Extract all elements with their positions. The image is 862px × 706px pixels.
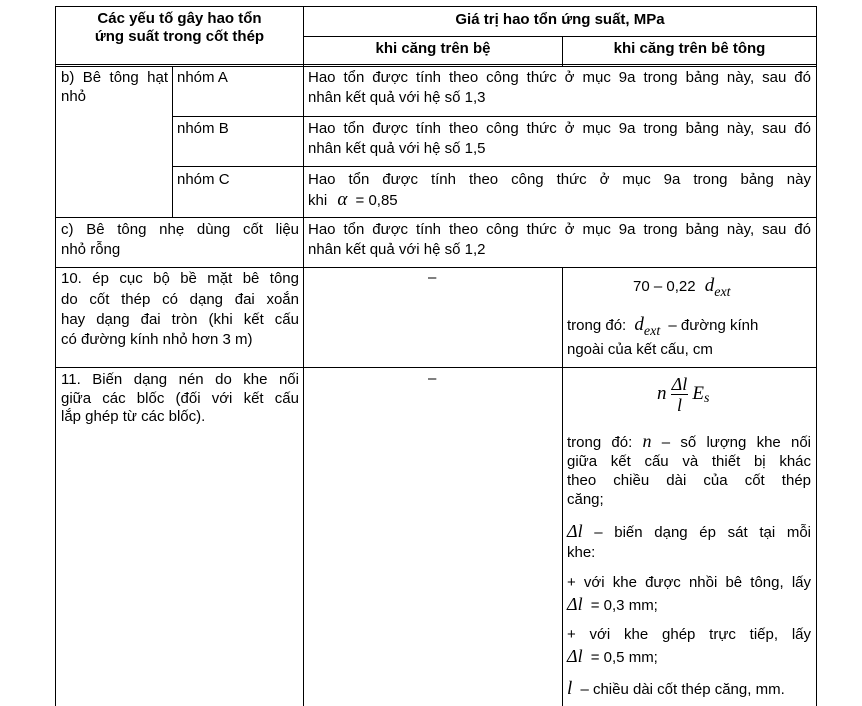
bullet-1-value: = 0,3 mm; <box>590 597 658 614</box>
row-c-text-line1: Hao tổn được tính theo công thức ở mục 9a trong bảng này, sau đó <box>308 221 811 238</box>
row-10-line2: ngoài của kết cấu, cm <box>567 341 713 358</box>
fraction-numerator: Δl <box>671 373 688 394</box>
bullet-2-line1: + với khe ghép trực tiếp, lấy <box>567 626 811 643</box>
row-b-label-line2: nhỏ <box>61 88 87 105</box>
rule-after-C <box>55 217 817 218</box>
row-11-label-line3: lắp ghép từ các blốc). <box>61 408 206 425</box>
table-border-right <box>816 6 817 706</box>
header-col1-line1: Các yếu tố gây hao tổn <box>97 10 262 27</box>
dl-desc-line2: khe: <box>567 544 596 561</box>
group-c-name: nhóm C <box>177 171 230 188</box>
n-desc-line2: giữa kết cấu và thiết bị khác <box>567 453 811 470</box>
formula-ext: ext <box>714 285 731 300</box>
table-border-top <box>55 6 817 7</box>
col1-right-line <box>303 6 304 706</box>
group-col-line <box>172 66 173 217</box>
where-d: d <box>634 314 644 335</box>
where-word: trong đó: <box>567 317 627 334</box>
fraction-denominator: l <box>676 394 682 415</box>
bullet-1-dl: Δl <box>567 594 583 614</box>
bullet-2-line2 <box>567 646 658 668</box>
row-11-where-line <box>567 431 811 453</box>
row-10-formula <box>633 274 731 300</box>
group-b-name: nhóm B <box>177 120 229 137</box>
group-a-text-line2: nhân kết quả với hệ số 1,3 <box>308 89 486 106</box>
where-word: trong đó: <box>567 434 633 451</box>
n-desc-line3: theo chiều dài của cốt thép <box>567 472 811 489</box>
row-c-label-line2: nhỏ rỗng <box>61 241 121 258</box>
khi-word: khi <box>308 192 328 209</box>
dl-symbol: Δl <box>567 521 583 541</box>
formula-d: d <box>704 275 715 296</box>
group-c-text-line1: Hao tổn được tính theo công thức ở mục 9a trong bảng này <box>308 171 811 188</box>
n-desc-line1: – số lượng khe nối <box>661 434 812 451</box>
row-10-col2-dash: – <box>428 269 437 286</box>
row-11-label-line1: 11. Biến dạng nén do khe nối <box>61 371 299 388</box>
row-11-col2-dash: – <box>428 370 437 387</box>
row-c-label-line1: c) Bê tông nhẹ dùng cốt liệu <box>61 221 299 238</box>
header-group-title: Giá trị hao tổn ứng suất, MPa <box>455 11 665 28</box>
formula-s: s <box>704 391 710 407</box>
l-symbol: l <box>567 678 573 699</box>
table-border-left <box>55 6 56 706</box>
bullet-1-line1: + với khe được nhồi bê tông, lấy <box>567 574 811 591</box>
header-bottom-line-2 <box>55 66 817 67</box>
formula-text: 70 – 0,22 <box>633 278 696 295</box>
bullet-2-dl: Δl <box>567 646 583 666</box>
header-bottom-line <box>55 64 817 65</box>
row-b-label-line1: b) Bê tông hạt <box>61 69 168 86</box>
formula-fraction <box>671 374 689 415</box>
row-c-text-line2: nhân kết quả với hệ số 1,2 <box>308 241 486 258</box>
bullet-1-line2 <box>567 594 658 616</box>
dl-desc-line1 <box>567 521 811 543</box>
bullet-2-value: = 0,5 mm; <box>590 649 658 666</box>
row-10-label-line2: do cốt thép có dạng đai xoắn <box>61 291 299 308</box>
l-desc-text: – chiều dài cốt thép căng, mm. <box>580 681 785 698</box>
header-col2: khi căng trên bệ <box>375 40 491 57</box>
row-11-formula <box>657 372 709 416</box>
where-ext: ext <box>643 324 661 339</box>
row-10-label-line1: 10. ép cục bộ bề mặt bê tông <box>61 270 299 287</box>
header-col1-line2: ứng suất trong cốt thép <box>94 28 265 45</box>
group-a-text-line1: Hao tổn được tính theo công thức ở mục 9a trong bảng này, sau đó <box>308 69 811 86</box>
alpha-value: = 0,85 <box>355 192 398 209</box>
rule-after-A <box>172 116 817 117</box>
rule-after-10 <box>55 367 817 368</box>
row-11-label-line2: giữa các blốc (đối với kết cấu <box>61 390 299 407</box>
group-a-name: nhóm A <box>177 69 228 86</box>
group-b-text-line1: Hao tổn được tính theo công thức ở mục 9a trong bảng này, sau đó <box>308 120 811 137</box>
l-desc-line <box>567 679 785 700</box>
header-col3: khi căng trên bê tông <box>613 40 766 57</box>
alpha-symbol: α <box>337 189 348 210</box>
row-10-label-line4: có đường kính nhỏ hơn 3 m) <box>61 331 253 348</box>
formula-n: n <box>657 383 667 405</box>
n-desc-line4: căng; <box>567 491 604 508</box>
rule-after-B <box>172 166 817 167</box>
formula-E: E <box>692 383 705 405</box>
header-sub-line <box>303 36 817 37</box>
dl-desc-text: – biến dạng ép sát tại mỗi <box>594 524 811 541</box>
row-10-where <box>567 313 758 339</box>
group-b-text-line2: nhân kết quả với hệ số 1,5 <box>308 140 486 157</box>
where-rest: – đường kính <box>668 317 759 334</box>
row-10-label-line3: hay dạng đai tròn (khi kết cấu <box>61 311 299 328</box>
where-n: n <box>642 431 652 451</box>
col2-right-line-body <box>562 267 563 706</box>
group-c-text-line2 <box>308 190 398 211</box>
